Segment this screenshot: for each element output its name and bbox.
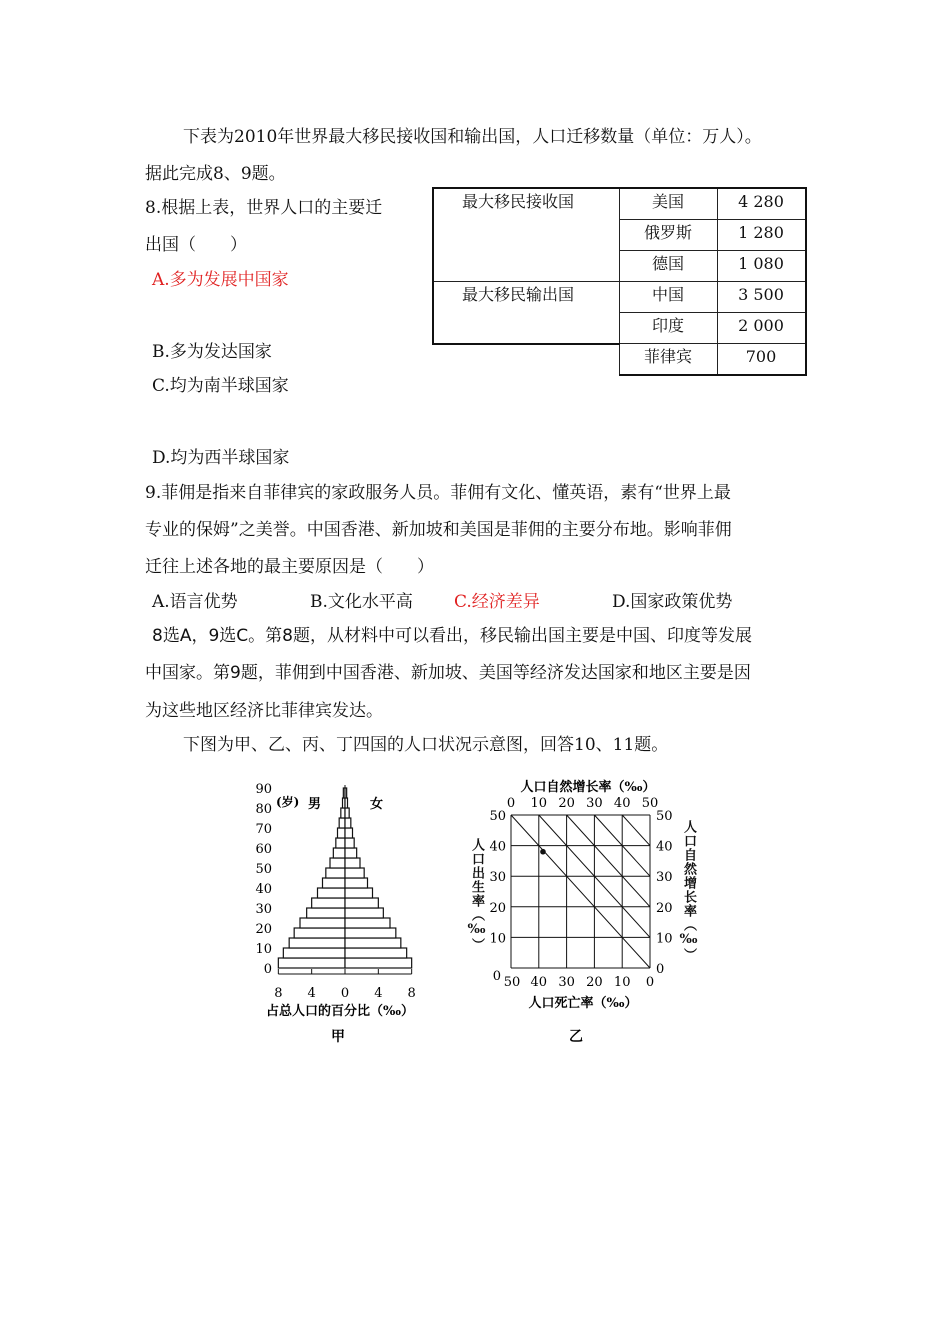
male-bar xyxy=(312,898,345,908)
country-cell: 中国 xyxy=(619,282,717,313)
female-bar xyxy=(345,958,412,968)
x-tick-label: 4 xyxy=(307,986,316,1001)
chart-caption: 乙 xyxy=(569,1029,583,1045)
bottom-tick-label: 40 xyxy=(530,975,548,990)
bottom-tick-label: 20 xyxy=(586,975,603,990)
y-tick-label: 80 xyxy=(255,802,272,817)
female-bar xyxy=(345,888,373,898)
female-label: 女 xyxy=(370,797,384,812)
bottom-tick-label: 50 xyxy=(503,975,521,990)
q9-option-b: B.文化水平高 xyxy=(310,592,413,612)
q8-stem-line-1: 8.根据上表，世界人口的主要迁 xyxy=(145,198,383,218)
female-bar xyxy=(345,918,390,928)
country-cell: 美国 xyxy=(619,188,717,220)
female-bar xyxy=(345,848,357,858)
male-bar xyxy=(333,848,345,858)
top-tick-label: 10 xyxy=(530,796,548,811)
x-tick-label: 8 xyxy=(274,986,283,1001)
table-row xyxy=(433,282,806,313)
answer-line-2: 中国家。第9题，菲佣到中国香港、新加坡、美国等经济发达国家和地区主要是因 xyxy=(145,663,751,683)
y-tick-label: 0 xyxy=(263,962,272,977)
male-bar xyxy=(300,918,345,928)
value-cell: 4 280 xyxy=(717,188,806,220)
male-bar xyxy=(283,948,345,958)
female-bar xyxy=(345,878,368,888)
female-bar xyxy=(345,938,401,948)
q9-stem-line-3: 迁往上述各地的最主要原因是（ ） xyxy=(145,557,434,577)
female-bar xyxy=(345,818,351,828)
left-tick-label: 40 xyxy=(489,839,506,855)
male-bar xyxy=(278,958,345,968)
table-row xyxy=(433,188,806,220)
top-tick-label: 20 xyxy=(558,796,575,811)
intro-line-1: 下表为2010年世界最大移民接收国和输出国，人口迁移数量（单位：万人）。 xyxy=(183,127,762,147)
data-point xyxy=(540,849,546,855)
x-tick-label: 0 xyxy=(340,986,350,1001)
male-bar xyxy=(336,838,345,848)
q9-option-d: D.国家政策优势 xyxy=(612,592,733,612)
bottom-tick-label: 30 xyxy=(558,975,575,990)
y-tick-label: 30 xyxy=(255,902,272,917)
value-cell: 3 500 xyxy=(717,282,806,313)
y-tick-label: 10 xyxy=(255,942,272,957)
growth-rate-diagonal xyxy=(567,815,650,907)
top-axis-title: 人口自然增长率（‰） xyxy=(520,780,656,795)
male-label: 男 xyxy=(308,797,322,812)
left-tick-label: 10 xyxy=(489,931,506,947)
y-tick-label: 20 xyxy=(255,922,272,937)
country-cell: 俄罗斯 xyxy=(619,220,717,251)
answer-line-1: 8选A，9选C。第8题，从材料中可以看出，移民输出国主要是中国、印度等发展 xyxy=(152,626,752,646)
growth-rate-diagonal xyxy=(511,815,650,968)
chart-caption: 甲 xyxy=(331,1029,345,1045)
q8-stem-line-2: 出国（ ） xyxy=(145,235,247,255)
y-unit-label: (岁) xyxy=(276,795,300,809)
origin-label: 0 xyxy=(492,969,501,984)
female-bar xyxy=(345,928,396,938)
left-tick-label: 20 xyxy=(489,900,506,916)
male-bar xyxy=(323,878,346,888)
top-tick-label: 50 xyxy=(641,796,659,811)
q9-stem-line-2: 专业的保姆”之美誉。中国香港、新加坡和美国是菲佣的主要分布地。影响菲佣 xyxy=(145,520,732,540)
value-cell: 1 280 xyxy=(717,220,806,251)
table-row xyxy=(433,344,806,376)
y-tick-label: 40 xyxy=(255,882,272,897)
female-bar xyxy=(345,898,378,908)
y-tick-label: 60 xyxy=(255,842,272,857)
group-label: 最大移民接收国 xyxy=(433,188,619,282)
male-bar xyxy=(307,908,345,918)
female-bar xyxy=(345,808,349,818)
q9-option-c: C.经济差异 xyxy=(454,592,540,612)
female-bar xyxy=(345,838,354,848)
female-bar xyxy=(345,948,407,958)
country-cell: 德国 xyxy=(619,251,717,282)
q8-option-c: C.均为南半球国家 xyxy=(152,376,289,396)
bottom-axis-title: 人口死亡率（‰） xyxy=(528,996,638,1011)
female-bar xyxy=(345,828,353,838)
male-bar xyxy=(326,868,345,878)
birth-rate-axis-title: 人口出生率（‰） xyxy=(469,838,484,952)
y-tick-label: 50 xyxy=(255,862,272,877)
right-tick-label: 30 xyxy=(656,870,673,886)
male-bar xyxy=(338,828,346,838)
left-tick-label: 50 xyxy=(489,809,506,824)
migration-table xyxy=(432,187,807,376)
q8-option-d: D.均为西半球国家 xyxy=(152,448,290,468)
male-bar xyxy=(294,928,345,938)
x-axis-title: 占总人口的百分比（‰） xyxy=(265,1004,415,1019)
x-tick-label: 8 xyxy=(407,986,416,1001)
intro-2: 下图为甲、乙、丙、丁四国的人口状况示意图，回答10、11题。 xyxy=(183,735,669,755)
female-bar xyxy=(345,868,364,878)
y-tick-label: 70 xyxy=(255,822,272,837)
group-label: 最大移民输出国 xyxy=(433,282,619,344)
country-cell: 印度 xyxy=(619,313,717,344)
value-cell: 2 000 xyxy=(717,313,806,344)
male-bar xyxy=(318,888,346,898)
top-tick-label: 40 xyxy=(613,796,631,811)
male-bar xyxy=(339,818,345,828)
left-tick-label: 30 xyxy=(489,870,506,886)
top-tick-label: 0 xyxy=(506,796,516,811)
right-tick-label: 40 xyxy=(656,839,673,855)
right-tick-label: 10 xyxy=(656,931,673,947)
answer-line-3: 为这些地区经济比菲律宾发达。 xyxy=(145,701,383,721)
female-bar xyxy=(345,908,383,918)
y-tick-label: 90 xyxy=(255,782,272,797)
country-cell: 菲律宾 xyxy=(619,344,717,376)
male-bar xyxy=(289,938,345,948)
natural-growth-axis-title: 人口自然增长率（‰） xyxy=(681,820,696,962)
top-tick-label: 30 xyxy=(586,796,603,811)
bottom-tick-label: 0 xyxy=(645,975,655,990)
right-tick-label: 50 xyxy=(656,809,673,824)
value-cell: 1 080 xyxy=(717,251,806,282)
female-bar xyxy=(345,858,360,868)
right-tick-label: 0 xyxy=(656,962,665,977)
q8-option-b: B.多为发达国家 xyxy=(152,342,272,362)
q8-option-a: A.多为发展中国家 xyxy=(152,270,289,290)
q9-stem-line-1: 9.菲佣是指来自菲律宾的家政服务人员。菲佣有文化、懂英语，素有“世界上最 xyxy=(145,483,731,503)
right-tick-label: 20 xyxy=(656,900,673,916)
male-bar xyxy=(330,858,345,868)
value-cell: 700 xyxy=(717,344,806,376)
bottom-tick-label: 10 xyxy=(613,975,631,990)
q9-option-a: A.语言优势 xyxy=(152,592,238,612)
growth-rate-diagonal xyxy=(622,815,650,846)
male-bar xyxy=(341,808,345,818)
x-tick-label: 4 xyxy=(374,986,383,1001)
intro-line-2: 据此完成8、9题。 xyxy=(145,164,286,184)
